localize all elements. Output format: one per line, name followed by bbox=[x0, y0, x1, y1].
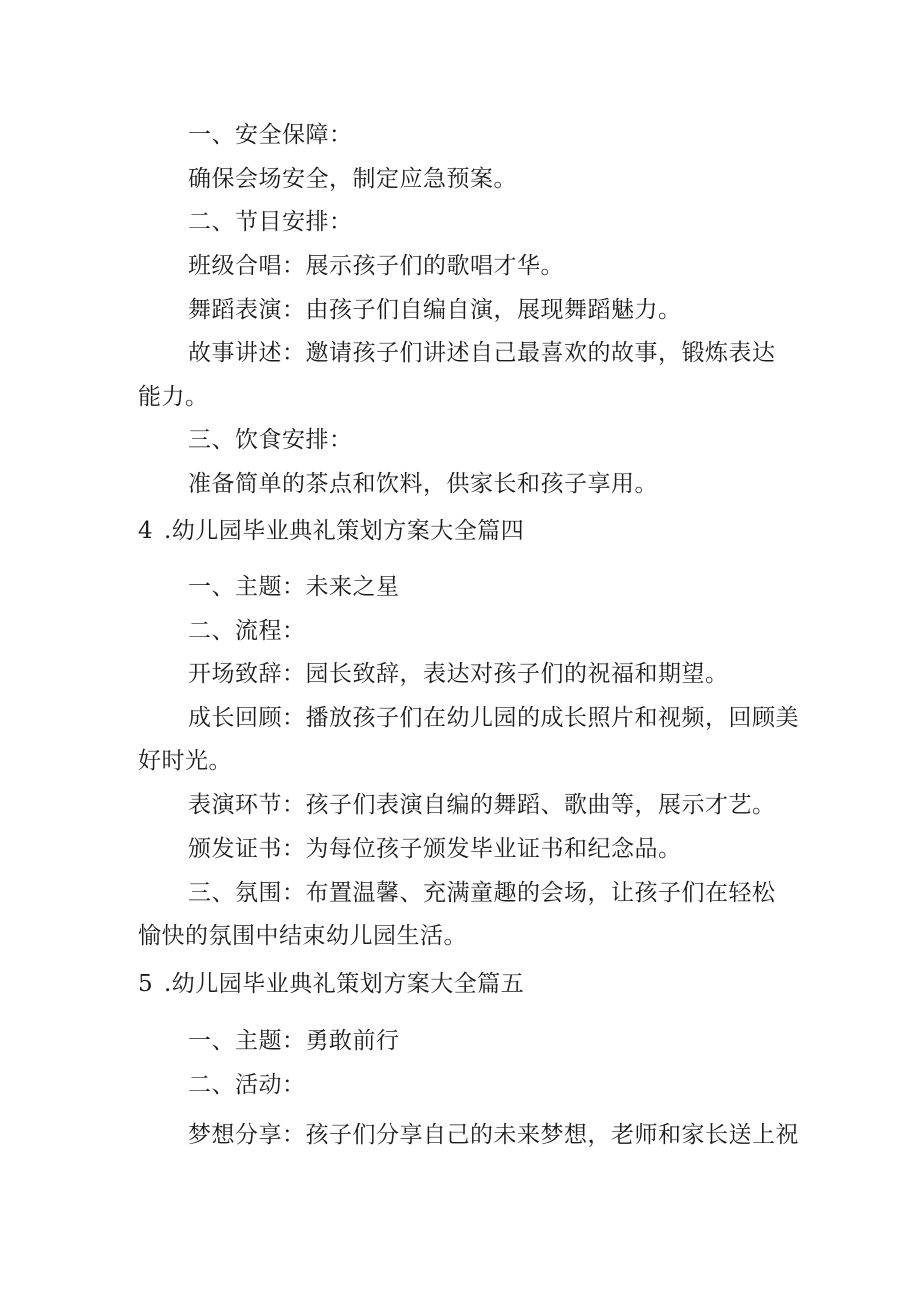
paragraph: 舞蹈表演：由孩子们自编自演，展现舞蹈魅力。 bbox=[188, 297, 682, 323]
paragraph: 三、氛围：布置温馨、充满童趣的会场，让孩子们在轻松 bbox=[188, 880, 776, 906]
paragraph: 一、主题：勇敢前行 bbox=[188, 1028, 400, 1054]
paragraph: 成长回顾：播放孩子们在幼儿园的成长照片和视频，回顾美 bbox=[188, 705, 799, 731]
paragraph: 确保会场安全，制定应急预案。 bbox=[188, 166, 517, 192]
paragraph: 表演环节：孩子们表演自编的舞蹈、歌曲等，展示才艺。 bbox=[188, 792, 776, 818]
section-number: 4 bbox=[138, 518, 154, 544]
section-number: 5 bbox=[138, 971, 154, 997]
section-title: .幼儿园毕业典礼策划方案大全篇五 bbox=[164, 971, 525, 997]
paragraph: 二、活动： bbox=[188, 1072, 306, 1098]
section-heading bbox=[138, 516, 524, 546]
paragraph: 开场致辞：园长致辞，表达对孩子们的祝福和期望。 bbox=[188, 661, 729, 687]
paragraph-continuation: 好时光。 bbox=[138, 748, 232, 774]
paragraph: 二、节目安排： bbox=[188, 209, 353, 235]
paragraph: 班级合唱：展示孩子们的歌唱才华。 bbox=[188, 253, 564, 279]
paragraph-continuation: 愉快的氛围中结束幼儿园生活。 bbox=[138, 923, 467, 949]
section-title: .幼儿园毕业典礼策划方案大全篇四 bbox=[164, 518, 525, 544]
paragraph: 一、主题：未来之星 bbox=[188, 574, 400, 600]
paragraph: 故事讲述：邀请孩子们讲述自己最喜欢的故事，锻炼表达 bbox=[188, 340, 776, 366]
paragraph: 准备简单的茶点和饮料，供家长和孩子享用。 bbox=[188, 471, 658, 497]
paragraph: 一、安全保障： bbox=[188, 122, 353, 148]
paragraph: 三、饮食安排： bbox=[188, 427, 353, 453]
paragraph-continuation: 能力。 bbox=[138, 384, 209, 410]
paragraph: 二、流程： bbox=[188, 618, 306, 644]
paragraph: 颁发证书：为每位孩子颁发毕业证书和纪念品。 bbox=[188, 836, 682, 862]
section-heading bbox=[138, 969, 524, 999]
paragraph: 梦想分享：孩子们分享自己的未来梦想，老师和家长送上祝 bbox=[188, 1122, 799, 1148]
